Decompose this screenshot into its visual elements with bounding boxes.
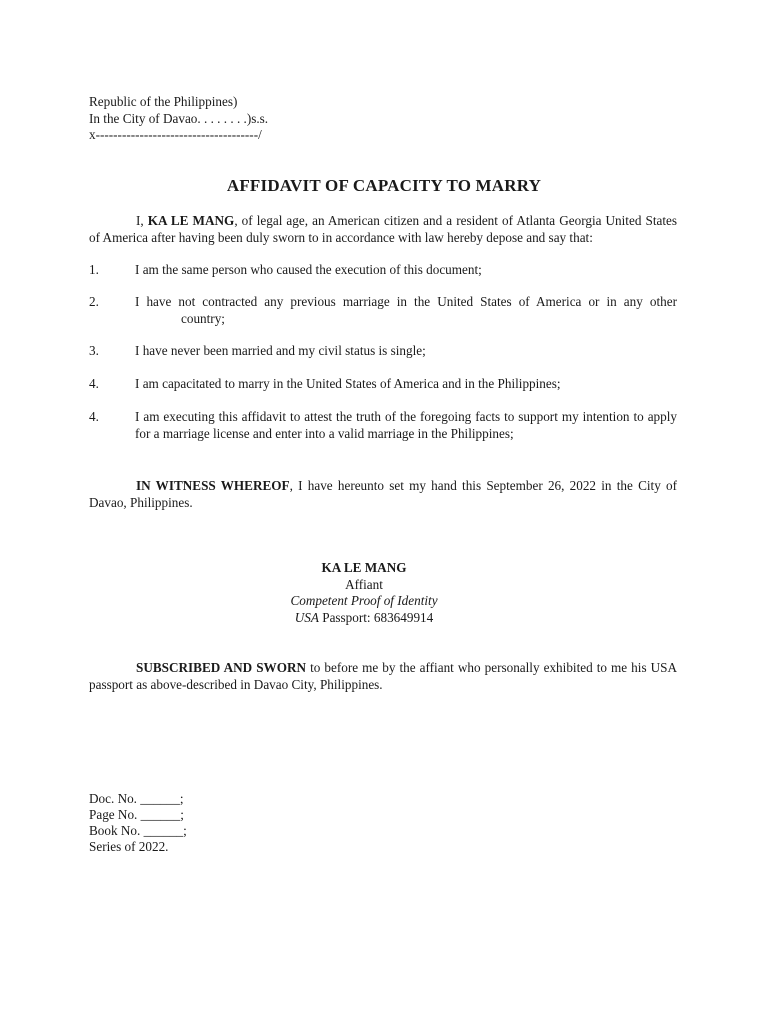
- series-year: Series of 2022.: [89, 839, 169, 854]
- caption-city: In the City of Davao. . . . . . . .)s.s.: [89, 110, 269, 126]
- item-number: 1.: [89, 262, 99, 277]
- signatory-role: Affiant: [345, 576, 383, 592]
- item-number: 3.: [89, 343, 99, 358]
- witness-text: , I have hereunto set my hand this September 26, 2022 in the City of Davao, Philippines.: [89, 478, 678, 510]
- item-text: I am the same person who caused the execution of this document;: [135, 262, 482, 277]
- item-text: [135, 294, 677, 327]
- item-text: I am executing this affidavit to attest the truth of the foregoing facts to support my intention to apply for a marriage license and enter into a valid marriage in the Philippines;: [135, 409, 677, 441]
- book-number: Book No. ______;: [89, 823, 187, 838]
- jurat-heading: SUBSCRIBED AND SWORN: [136, 660, 307, 675]
- signature-block: [0, 560, 728, 626]
- item-text: I am capacitated to marry in the United States of America and in the Philippines;: [135, 376, 561, 391]
- caption-republic: Republic of the Philippines): [89, 94, 238, 109]
- doc-number: Doc. No. ______;: [89, 791, 184, 806]
- proof-of-identity-label: Competent Proof of Identity: [290, 593, 438, 608]
- item-text-continuation: country;: [181, 310, 225, 326]
- passport-country: USA: [294, 609, 319, 625]
- intro-prefix: I,: [136, 213, 148, 228]
- item-number: 4.: [89, 376, 99, 391]
- venue-caption: [89, 94, 268, 144]
- caption-divider: x-------------------------------------/: [89, 127, 262, 142]
- affiant-name: KA LE MANG: [147, 213, 235, 228]
- document-title: AFFIDAVIT OF CAPACITY TO MARRY: [226, 176, 542, 195]
- passport-number: Passport: 683649914: [318, 609, 434, 625]
- witness-heading: IN WITNESS WHEREOF: [136, 478, 290, 493]
- jurat-paragraph: [89, 659, 677, 693]
- page-number: Page No. ______;: [89, 807, 184, 822]
- passport-line: [0, 610, 728, 627]
- item-text-line: I have not contracted any previous marriage in the United States of America or in any other: [135, 294, 677, 309]
- intro-text: , of legal age, an American citizen and a resident of Atlanta Georgia United States of America after having been duly sworn to in accordance with law hereby depose and say that:: [89, 213, 677, 245]
- item-text: I have never been married and my civil status is single;: [135, 343, 426, 358]
- jurat-text: to before me by the affiant who personally exhibited to me his USA passport as above-described in Davao City, Philippines.: [89, 660, 678, 692]
- item-number: 2.: [89, 294, 99, 309]
- signatory-name: KA LE MANG: [321, 560, 407, 575]
- item-number: 4.: [89, 409, 99, 424]
- intro-paragraph: [89, 212, 677, 246]
- notarial-register: [89, 791, 187, 855]
- witness-paragraph: [89, 477, 677, 511]
